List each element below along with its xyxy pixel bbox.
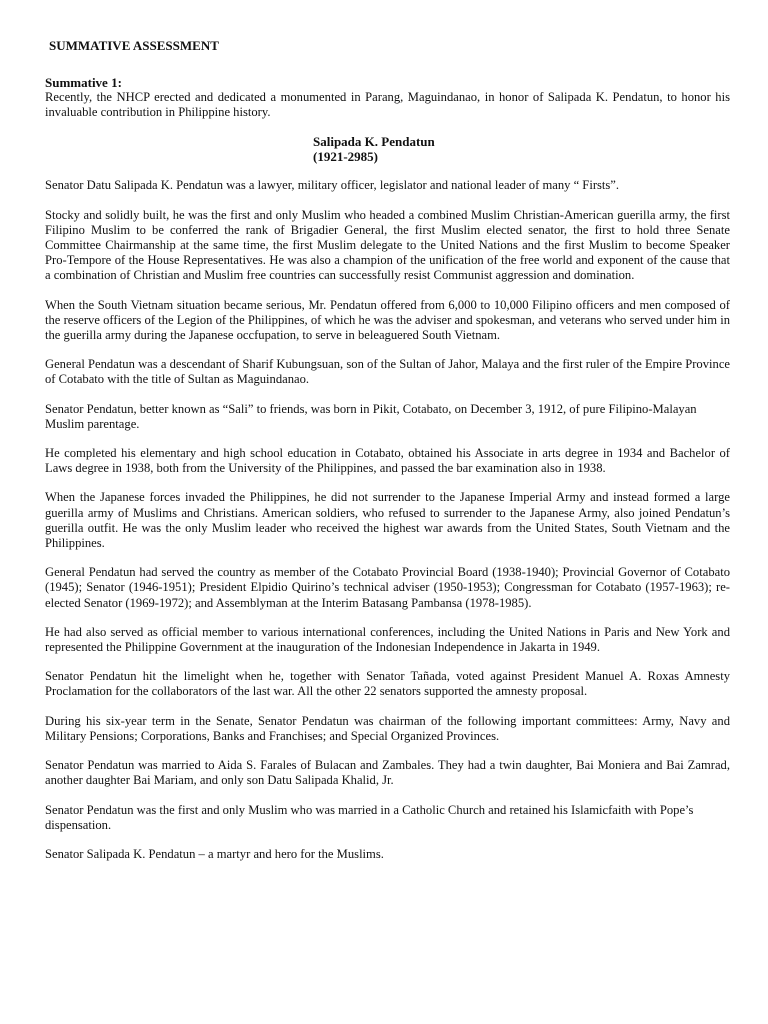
- paragraph-birth: Senator Pendatun, better known as “Sali” to friends, was born in Pikit, Cotabato, on December 3, 1912, of pure Filipino-Malayan Muslim parentage.: [45, 401, 697, 431]
- paragraph-amnesty: Senator Pendatun hit the limelight when he, together with Senator Tañada, voted against President Manuel A. Roxas Amnesty Proclamation for the collaborators of the last war. All the other 22 senators supported the amnesty proposal.: [45, 669, 730, 699]
- paragraph-conferences: He had also served as official member to various international conferences, including the United Nations in Paris and New York and represented the Philippine Government at the inauguration of the Indonesian Independence in Jakarta in 1949.: [45, 624, 730, 655]
- paragraph-closing: Senator Salipada K. Pendatun – a martyr and hero for the Muslims.: [45, 846, 384, 861]
- document-heading: SUMMATIVE ASSESSMENT: [49, 38, 219, 53]
- summative-label: Summative 1:: [45, 75, 122, 90]
- paragraph-intro-senator: Senator Datu Salipada K. Pendatun was a lawyer, military officer, legislator and national leader of many “ Firsts”.: [45, 178, 620, 193]
- paragraph-education: He completed his elementary and high school education in Cotabato, obtained his Associate in arts degree in 1934 and Bachelor of Laws degree in 1938, both from the University of the Philippines, and passed the bar examination also in 1938.: [45, 446, 730, 476]
- intro-paragraph: Recently, the NHCP erected and dedicated a monumented in Parang, Maguindanao, in honor of Salipada K. Pendatun, to honor his invaluable contribution in Philippine history.: [45, 90, 730, 120]
- document-page: [45, 38, 730, 876]
- paragraph-firsts: Stocky and solidly built, he was the first and only Muslim who headed a combined Muslim Christian-American guerilla army, the first Filipino Muslim to be conferred the rank of Brigadier General, the first Muslim elected senator, the first to hold three Senate Committee Chairmanship at the same time, the first Muslim delegate to the United Nations and the first Muslim to become Speaker Pro-Tempore of the House Representatives. He was also a champion of the unification of the free world and exponent of the cause that a combination of Christian and Muslim free countries can successfully resist Communist aggression and domination.: [45, 207, 730, 283]
- paragraph-catholic-church: Senator Pendatun was the first and only Muslim who was married in a Catholic Church and retained his Islamicfaith with Pope’s dispensation.: [45, 802, 694, 832]
- summative-section: [45, 75, 730, 120]
- biography-title-block: [313, 134, 730, 164]
- paragraph-descent: General Pendatun was a descendant of Sharif Kubungsuan, son of the Sultan of Jahor, Malaya and the first ruler of the Empire Province of Cotabato with the title of Sultan as Maguindanao.: [45, 357, 730, 387]
- biography-title: Salipada K. Pendatun: [313, 134, 435, 150]
- paragraph-marriage: Senator Pendatun was married to Aida S. Farales of Bulacan and Zambales. They had a twin daughter, Bai Moniera and Bai Zamrad, another daughter Bai Mariam, and only son Datu Salipada Khalid, Jr.: [45, 758, 730, 788]
- paragraph-guerilla: When the Japanese forces invaded the Philippines, he did not surrender to the Japanese Imperial Army and instead formed a large guerilla army of Muslims and Christians. American soldiers, who refused to surrender to the Japanese Army, also joined Pendatun’s guerilla outfit. He was the only Muslim leader who received the highest war awards from the United States, South Vietnam and the Philippines.: [45, 490, 730, 551]
- paragraph-committees: During his six-year term in the Senate, Senator Pendatun was chairman of the following important committees: Army, Navy and Military Pensions; Corporations, Banks and Franchises; and Special Organized Provinces.: [45, 713, 730, 743]
- paragraph-south-vietnam: When the South Vietnam situation became serious, Mr. Pendatun offered from 6,000 to 10,000 Filipino officers and men composed of the reserve officers of the Legion of the Philippines, of which he was the adviser and spokesman, and veterans who served under him in the guerilla army during the Japanese occfupation, to serve in beleaguered South Vietnam.: [45, 297, 730, 343]
- biography-years: (1921-2985): [313, 149, 378, 165]
- paragraph-service: General Pendatun had served the country as member of the Cotabato Provincial Board (1938-1940); Provincial Governor of Cotabato (1945); Senator (1946-1951); President Elpidio Quirino’s technical adviser (1950-1953); Congressman for Cotabato (1957-1963); re-elected Senator (1969-1972); and Assemblyman at the Interim Batasang Pambansa (1978-1985).: [45, 565, 730, 610]
